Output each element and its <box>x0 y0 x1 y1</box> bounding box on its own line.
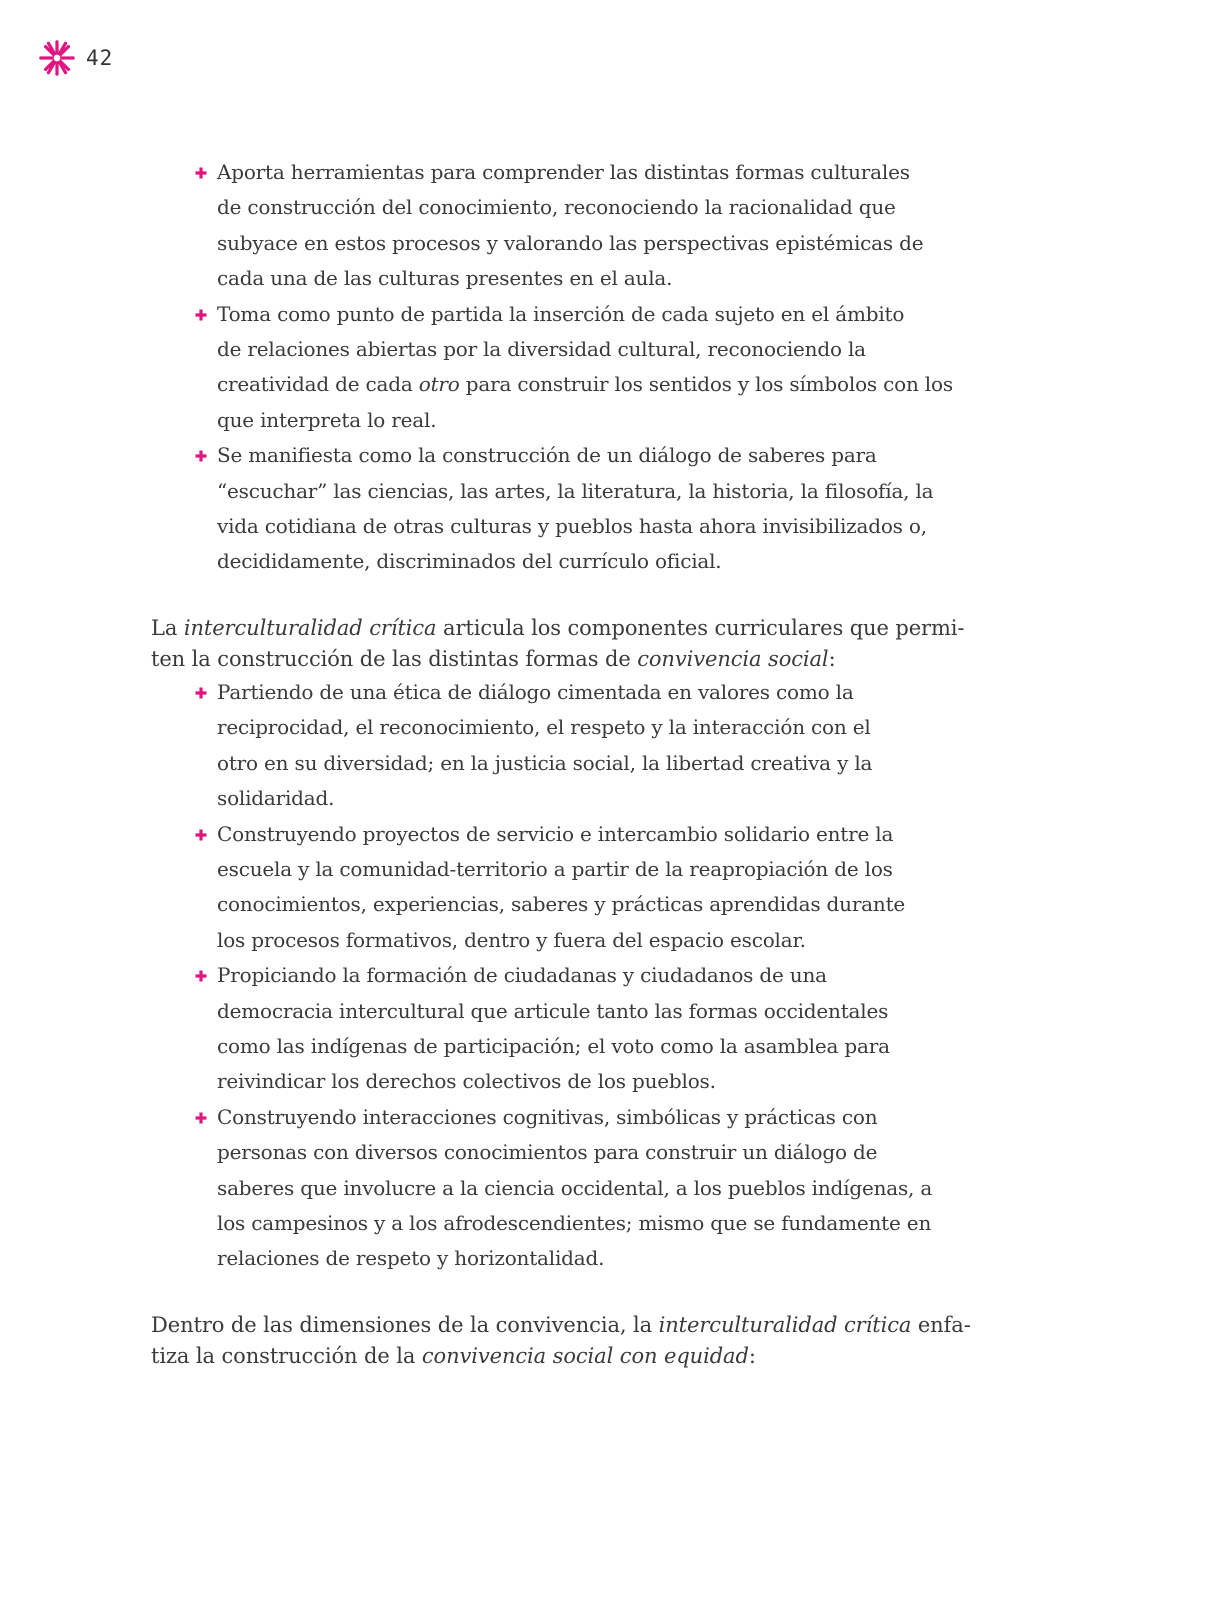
page-content <box>151 155 971 1372</box>
page-number: 42 <box>86 46 114 70</box>
bullet-icon <box>195 687 207 699</box>
text-segment: para construir los sentidos y los símbolos con los <box>459 372 953 397</box>
list-item <box>217 958 911 1100</box>
bullet-icon <box>195 970 207 982</box>
list-item <box>217 817 911 959</box>
text-line: los procesos formativos, dentro y fuera del espacio escolar. <box>217 927 806 952</box>
bullet-icon <box>195 450 207 462</box>
text-line <box>151 1341 911 1372</box>
asterisk-icon <box>38 39 76 77</box>
text-line: Construyendo interacciones cognitivas, simbólicas y prácticas con <box>217 1104 878 1129</box>
text-line: cada una de las culturas presentes en el aula. <box>217 266 673 291</box>
text-line: como las indígenas de participación; el voto como la asamblea para <box>217 1033 890 1058</box>
text-line: Se manifiesta como la construcción de un diálogo de saberes para <box>217 443 877 468</box>
text-line: Toma como punto de partida la inserción de cada sujeto en el ámbito <box>217 301 905 326</box>
text-line: escuela y la comunidad-territorio a partir de la reapropiación de los <box>217 856 893 881</box>
text-segment: : <box>748 1343 756 1368</box>
paragraph <box>151 613 965 675</box>
text-line: Aporta herramientas para comprender las distintas formas culturales <box>217 160 910 184</box>
text-line <box>151 644 911 675</box>
emphasis-text: convivencia social con equidad <box>421 1343 749 1368</box>
text-segment: Dentro de las dimensiones de la convivencia, la <box>151 1312 659 1337</box>
emphasis-text: interculturalidad crítica <box>658 1312 912 1337</box>
text-line: vida cotidiana de otras culturas y pueblos hasta ahora invisibilizados o, <box>217 514 927 539</box>
bullet-icon <box>195 1112 207 1124</box>
emphasis-text: otro <box>418 372 460 397</box>
bullet-icon <box>195 167 207 179</box>
text-segment: ten la construcción de las distintas formas de <box>151 646 638 671</box>
text-line: “escuchar” las ciencias, las artes, la literatura, la historia, la filosofía, la <box>217 478 934 503</box>
text-line: saberes que involucre a la ciencia occidental, a los pueblos indígenas, a <box>217 1175 933 1200</box>
text-line: otro en su diversidad; en la justicia social, la libertad creativa y la <box>217 750 873 775</box>
text-line: que interpreta lo real. <box>217 407 437 432</box>
text-line: reciprocidad, el reconocimiento, el respeto y la interacción con el <box>217 715 871 740</box>
text-line: relaciones de respeto y horizontalidad. <box>217 1246 605 1271</box>
list-item <box>217 297 953 439</box>
text-segment: articula los componentes curriculares que permi- <box>436 615 965 640</box>
emphasis-text: interculturalidad crítica <box>183 615 437 640</box>
list-item <box>217 675 911 817</box>
bullet-list-2 <box>151 675 933 1277</box>
text-line: decididamente, discriminados del currículo oficial. <box>217 549 722 574</box>
text-line: de relaciones abiertas por la diversidad cultural, reconociendo la <box>217 337 866 362</box>
list-item <box>217 1100 933 1277</box>
text-segment: enfa- <box>911 1312 971 1337</box>
text-line: Propiciando la formación de ciudadanas y ciudadanos de una <box>217 963 827 988</box>
text-line: los campesinos y a los afrodescendientes; mismo que se fundamente en <box>217 1210 932 1235</box>
list-item <box>217 155 924 297</box>
text-segment: : <box>828 646 836 671</box>
text-segment: tiza la construcción de la <box>151 1343 422 1368</box>
text-line: democracia intercultural que articule tanto las formas occidentales <box>217 998 889 1023</box>
text-line: Construyendo proyectos de servicio e intercambio solidario entre la <box>217 821 894 846</box>
text-line <box>217 367 953 402</box>
bullet-list-1 <box>151 155 953 580</box>
emphasis-text: convivencia social <box>637 646 829 671</box>
list-item <box>217 438 934 580</box>
text-line: personas con diversos conocimientos para construir un diálogo de <box>217 1140 878 1165</box>
paragraph <box>151 1310 971 1372</box>
text-line: reivindicar los derechos colectivos de los pueblos. <box>217 1069 716 1094</box>
text-line: conocimientos, experiencias, saberes y prácticas aprendidas durante <box>217 892 906 917</box>
text-segment: La <box>151 615 184 640</box>
text-line <box>151 613 965 644</box>
text-segment: creatividad de cada <box>217 372 419 397</box>
text-line <box>151 1310 971 1341</box>
text-line: solidaridad. <box>217 786 335 811</box>
page-header <box>38 38 113 78</box>
text-line: subyace en estos procesos y valorando las perspectivas epistémicas de <box>217 230 924 255</box>
text-line: de construcción del conocimiento, reconociendo la racionalidad que <box>217 195 896 220</box>
text-line: Partiendo de una ética de diálogo cimentada en valores como la <box>217 679 854 704</box>
bullet-icon <box>195 309 207 321</box>
bullet-icon <box>195 829 207 841</box>
